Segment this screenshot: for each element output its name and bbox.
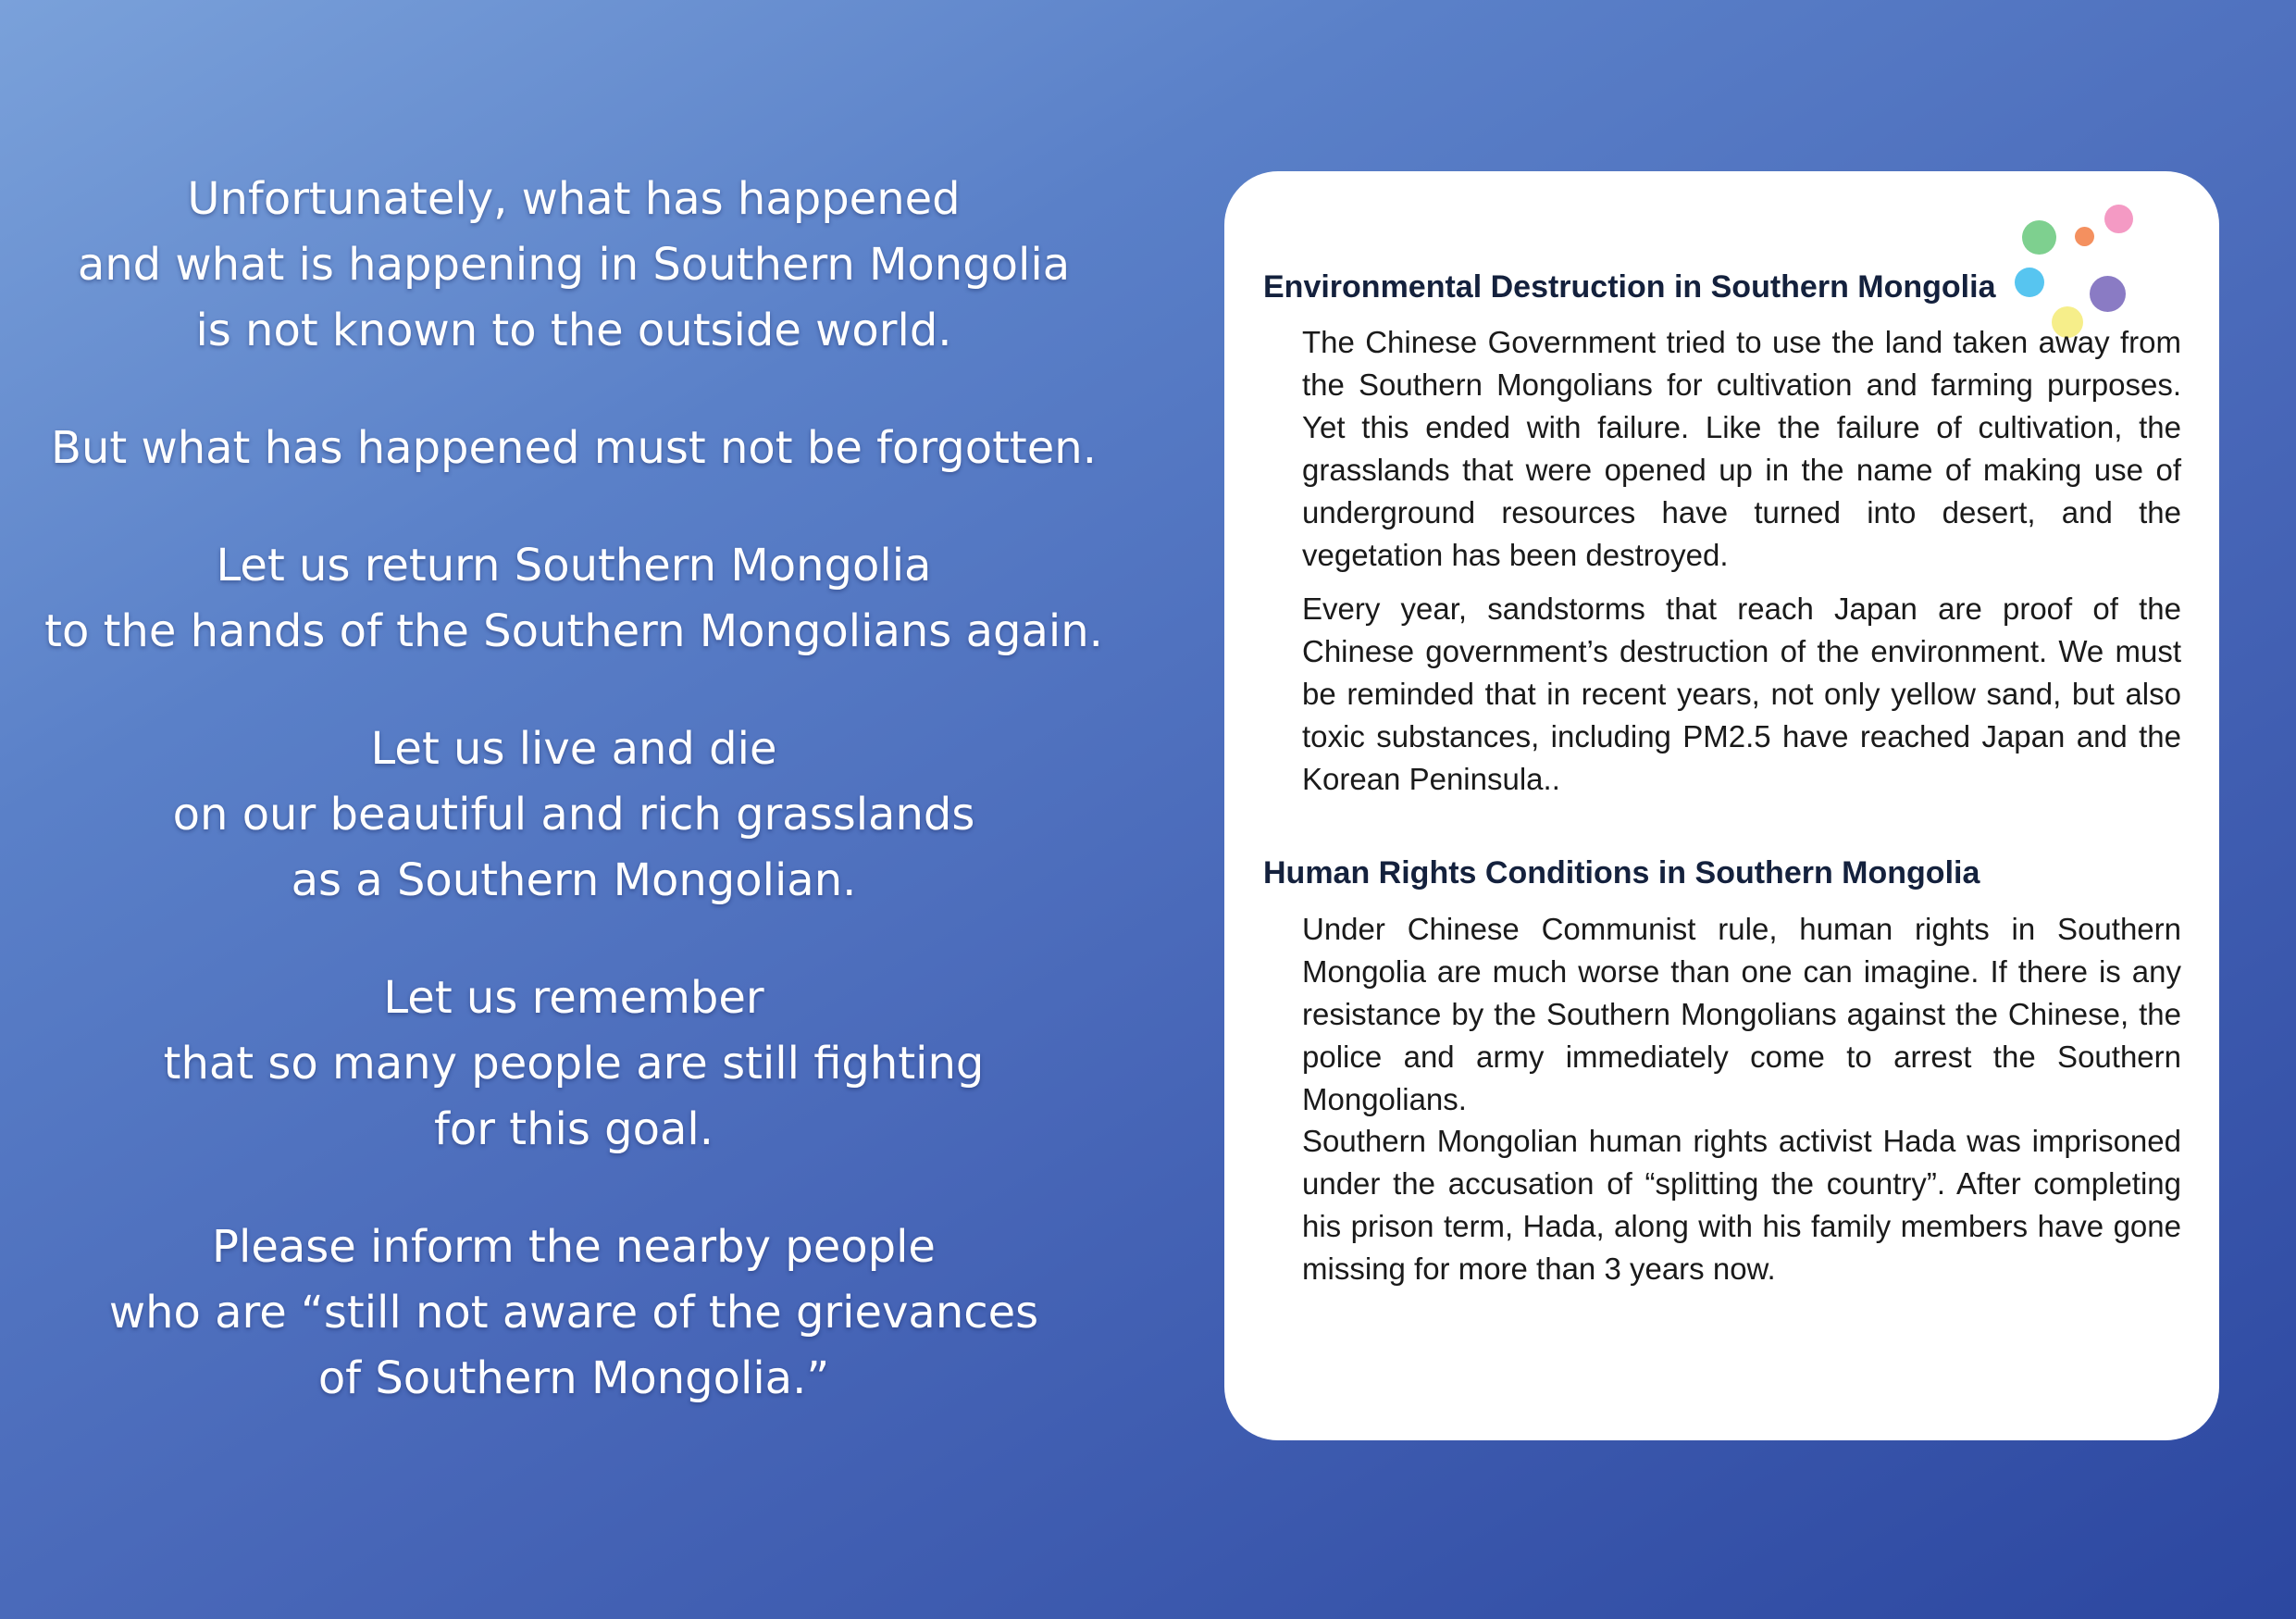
decor-dot-blue — [2015, 268, 2044, 297]
appeal-paragraph-1 — [37, 167, 1111, 364]
appeal-paragraph-4 — [37, 716, 1111, 914]
section-title-environment: Environmental Destruction in Southern Mongolia — [1263, 269, 1996, 305]
appeal-paragraph-5 — [37, 965, 1111, 1163]
appeal-line: that so many people are still fighting — [163, 1038, 985, 1090]
appeal-line: and what is happening in Southern Mongolia — [77, 239, 1071, 291]
decor-dot-green — [2022, 220, 2056, 255]
human-rights-paragraph-2: Southern Mongolian human rights activist Hada was imprisoned under the accusation of “splitting the country”. After completing his prison term, Hada, along with his family members have gone missing for more than 3 years now. — [1302, 1124, 2181, 1286]
environment-paragraph-2: Every year, sandstorms that reach Japan are proof of the Chinese government’s destruction of the environment. We must be reminded that in recent years, not only yellow sand, but also toxic substances, including PM2.5 have reached Japan and the Korean Peninsula.. — [1302, 592, 2181, 796]
appeal-line: on our beautiful and rich grasslands — [172, 789, 975, 841]
appeal-line: Please inform the nearby people — [212, 1221, 936, 1273]
appeal-line: is not known to the outside world. — [195, 305, 952, 356]
appeal-paragraph-3 — [37, 533, 1111, 665]
appeal-line: as a Southern Mongolian. — [291, 854, 857, 906]
appeal-line: Unfortunately, what has happened — [187, 173, 961, 225]
appeal-line: to the hands of the Southern Mongolians again. — [44, 605, 1103, 657]
appeal-line: who are “still not aware of the grievances — [108, 1287, 1039, 1339]
decor-dot-orange — [2075, 227, 2094, 246]
appeal-line: Let us remember — [383, 972, 764, 1024]
section-title-human-rights: Human Rights Conditions in Southern Mongolia — [1263, 855, 1980, 890]
appeal-line: of Southern Mongolia.” — [317, 1352, 830, 1404]
appeal-line: for this goal. — [434, 1103, 714, 1155]
appeal-line: But what has happened must not be forgotten. — [51, 422, 1097, 474]
appeal-line: Let us return Southern Mongolia — [216, 540, 932, 592]
appeal-paragraph-2 — [37, 416, 1111, 481]
environment-paragraph-1: The Chinese Government tried to use the land taken away from the Southern Mongolians for cultivation and farming purposes. Yet this ended with failure. Like the failure of cultivation, the grasslands that were opened up in the name of making use of underground resources have turned into desert, and the vegetation has been destroyed. — [1302, 325, 2181, 572]
decor-dot-purple — [2090, 276, 2126, 312]
appeal-paragraph-6 — [37, 1214, 1111, 1412]
appeal-text — [37, 167, 1111, 1463]
human-rights-paragraph-1: Under Chinese Communist rule, human rights in Southern Mongolia are much worse than one can imagine. If there is any resistance by the Southern Mongolians against the Chinese, the police and army immediately come to arrest the Southern Mongolians. — [1302, 912, 2181, 1116]
decor-dot-pink — [2104, 205, 2133, 233]
info-card — [1224, 171, 2219, 1440]
appeal-line: Let us live and die — [370, 723, 777, 775]
